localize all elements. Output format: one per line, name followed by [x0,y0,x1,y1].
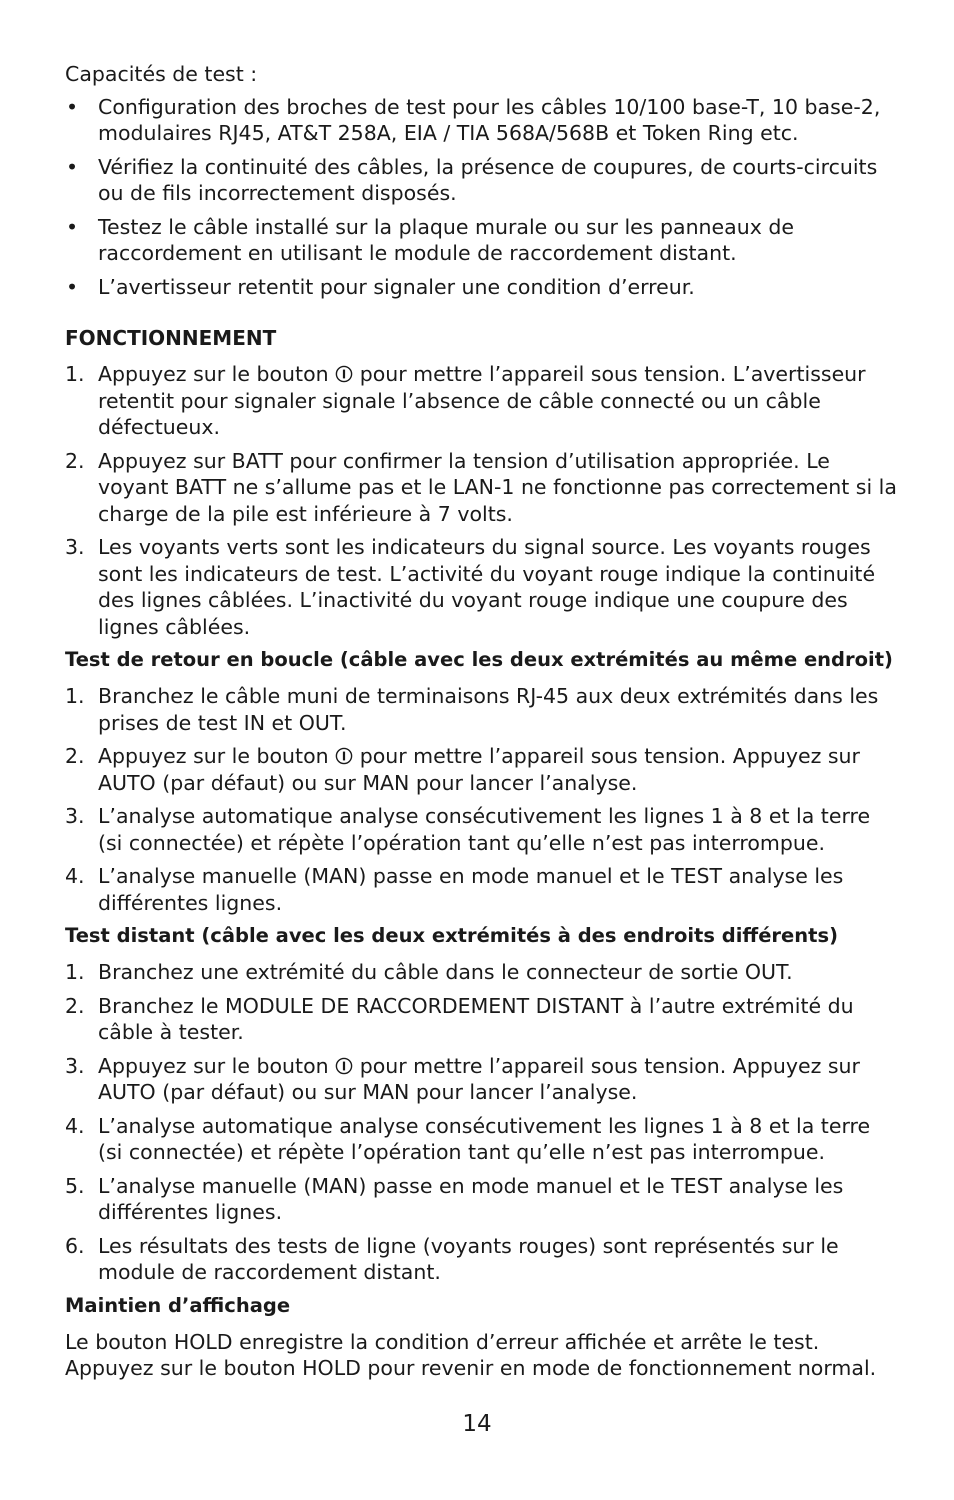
list-item [65,959,900,986]
list-item [65,863,900,916]
step-text: Les voyants verts sont les indicateurs du signal source. Les voyants rouges sont les indicateurs de test. L’activité du voyant rouge indique la continuité des lignes câblées. L’inactivité du voyant rouge indique une coupure des lignes câblées. [98,535,876,639]
manual-page-content [65,61,900,1382]
step-number: 3. [65,804,85,828]
bullet-marker: • [66,214,79,239]
remote-test-heading: Test distant (câble avec les deux extrémités à des endroits différents) [65,924,838,947]
list-item [65,1173,900,1226]
step-number: 1. [65,362,85,386]
operation-heading: FONCTIONNEMENT [65,326,277,350]
step-text: Appuyez sur BATT pour confirmer la tension d’utilisation appropriée. Le voyant BATT ne s’allume pas et le LAN-1 ne fonctionne pas correctement si la charge de la pile est inférieure à 7 volts. [98,448,897,526]
operation-steps [65,361,900,640]
step-text-after-icon: pour mettre l’appareil sous tension. Appuyez sur AUTO (par défaut) ou sur MAN pour lancer l’analyse. [98,744,860,795]
list-item [65,1233,900,1286]
step-number: 4. [65,1113,85,1138]
bullet-marker: • [66,94,79,119]
display-hold-text: Le bouton HOLD enregistre la condition d’erreur affichée et arrête le test. Appuyez sur le bouton HOLD pour revenir en mode de fonctionnement normal. [65,1329,877,1380]
capability-text: Testez le câble installé sur la plaque murale ou sur les panneaux de raccordement en utilisant le module de raccordement distant. [98,214,794,265]
capabilities-heading: Capacités de test : [65,62,258,86]
step-number: 3. [65,1053,85,1078]
step-number: 1. [65,684,85,708]
step-text: L’analyse manuelle (MAN) passe en mode manuel et le TEST analyse les différentes lignes. [98,1173,844,1224]
list-item [65,94,900,147]
step-text: L’analyse manuelle (MAN) passe en mode manuel et le TEST analyse les différentes lignes. [98,864,844,915]
capability-text: Configuration des broches de test pour les câbles 10/100 base-T, 10 base-2, modulaires RJ45, AT&T 258A, EIA / TIA 568A/568B et Token Ring etc. [98,94,881,145]
step-text: Branchez le MODULE DE RACCORDEMENT DISTANT à l’autre extrémité du câble à tester. [98,993,854,1044]
loopback-test-heading: Test de retour en boucle (câble avec les deux extrémités au même endroit) [65,648,893,671]
step-text-before-icon: Appuyez sur le bouton [98,1053,329,1078]
bullet-marker: • [66,154,79,179]
step-number: 2. [65,448,85,473]
list-item [65,743,900,796]
step-text-before-icon: Appuyez sur le bouton [98,744,329,768]
list-item [65,803,900,856]
step-text: Branchez une extrémité du câble dans le connecteur de sortie OUT. [98,960,793,984]
list-item [65,1053,900,1106]
list-item [65,154,900,207]
bullet-marker: • [66,274,79,299]
step-text: L’analyse automatique analyse consécutivement les lignes 1 à 8 et la terre (si connectée) et répète l’opération tant qu’elle n’est pas interrompue. [98,1113,871,1164]
loopback-steps [65,683,900,916]
list-item [65,214,900,267]
step-number: 2. [65,993,85,1018]
step-number: 2. [65,744,85,768]
capability-text: Vérifiez la continuité des câbles, la présence de coupures, de courts-circuits ou de fils incorrectement disposés. [98,154,878,205]
list-item [65,1113,900,1166]
capabilities-list [65,94,900,301]
list-item [65,993,900,1046]
remote-steps [65,959,900,1286]
step-number: 5. [65,1173,85,1198]
list-item [65,448,900,528]
power-button-icon [335,365,353,383]
list-item [65,361,900,441]
step-text: L’analyse automatique analyse consécutivement les lignes 1 à 8 et la terre (si connectée) et répète l’opération tant qu’elle n’est pas interrompue. [98,804,871,855]
list-item [65,274,900,301]
step-text-after-icon: pour mettre l’appareil sous tension. L’avertisseur retentit pour signaler signale l’absence de câble connecté ou un câble défectueux. [98,362,866,439]
step-text-before-icon: Appuyez sur le bouton [98,362,329,386]
power-button-icon [335,1057,353,1075]
power-button-icon [335,747,353,765]
step-number: 6. [65,1233,85,1258]
step-text: Les résultats des tests de ligne (voyants rouges) sont représentés sur le module de raccordement distant. [98,1233,839,1284]
list-item [65,683,900,736]
step-number: 1. [65,960,85,984]
step-number: 4. [65,864,85,888]
step-number: 3. [65,535,85,559]
step-text: Branchez le câble muni de terminaisons RJ-45 aux deux extrémités dans les prises de test IN et OUT. [98,684,879,735]
page-number: 14 [462,1411,492,1437]
list-item [65,534,900,640]
capability-text: L’avertisseur retentit pour signaler une condition d’erreur. [98,274,695,299]
step-text-after-icon: pour mettre l’appareil sous tension. Appuyez sur AUTO (par défaut) ou sur MAN pour lancer l’analyse. [98,1053,860,1104]
display-hold-heading: Maintien d’affichage [65,1293,291,1317]
